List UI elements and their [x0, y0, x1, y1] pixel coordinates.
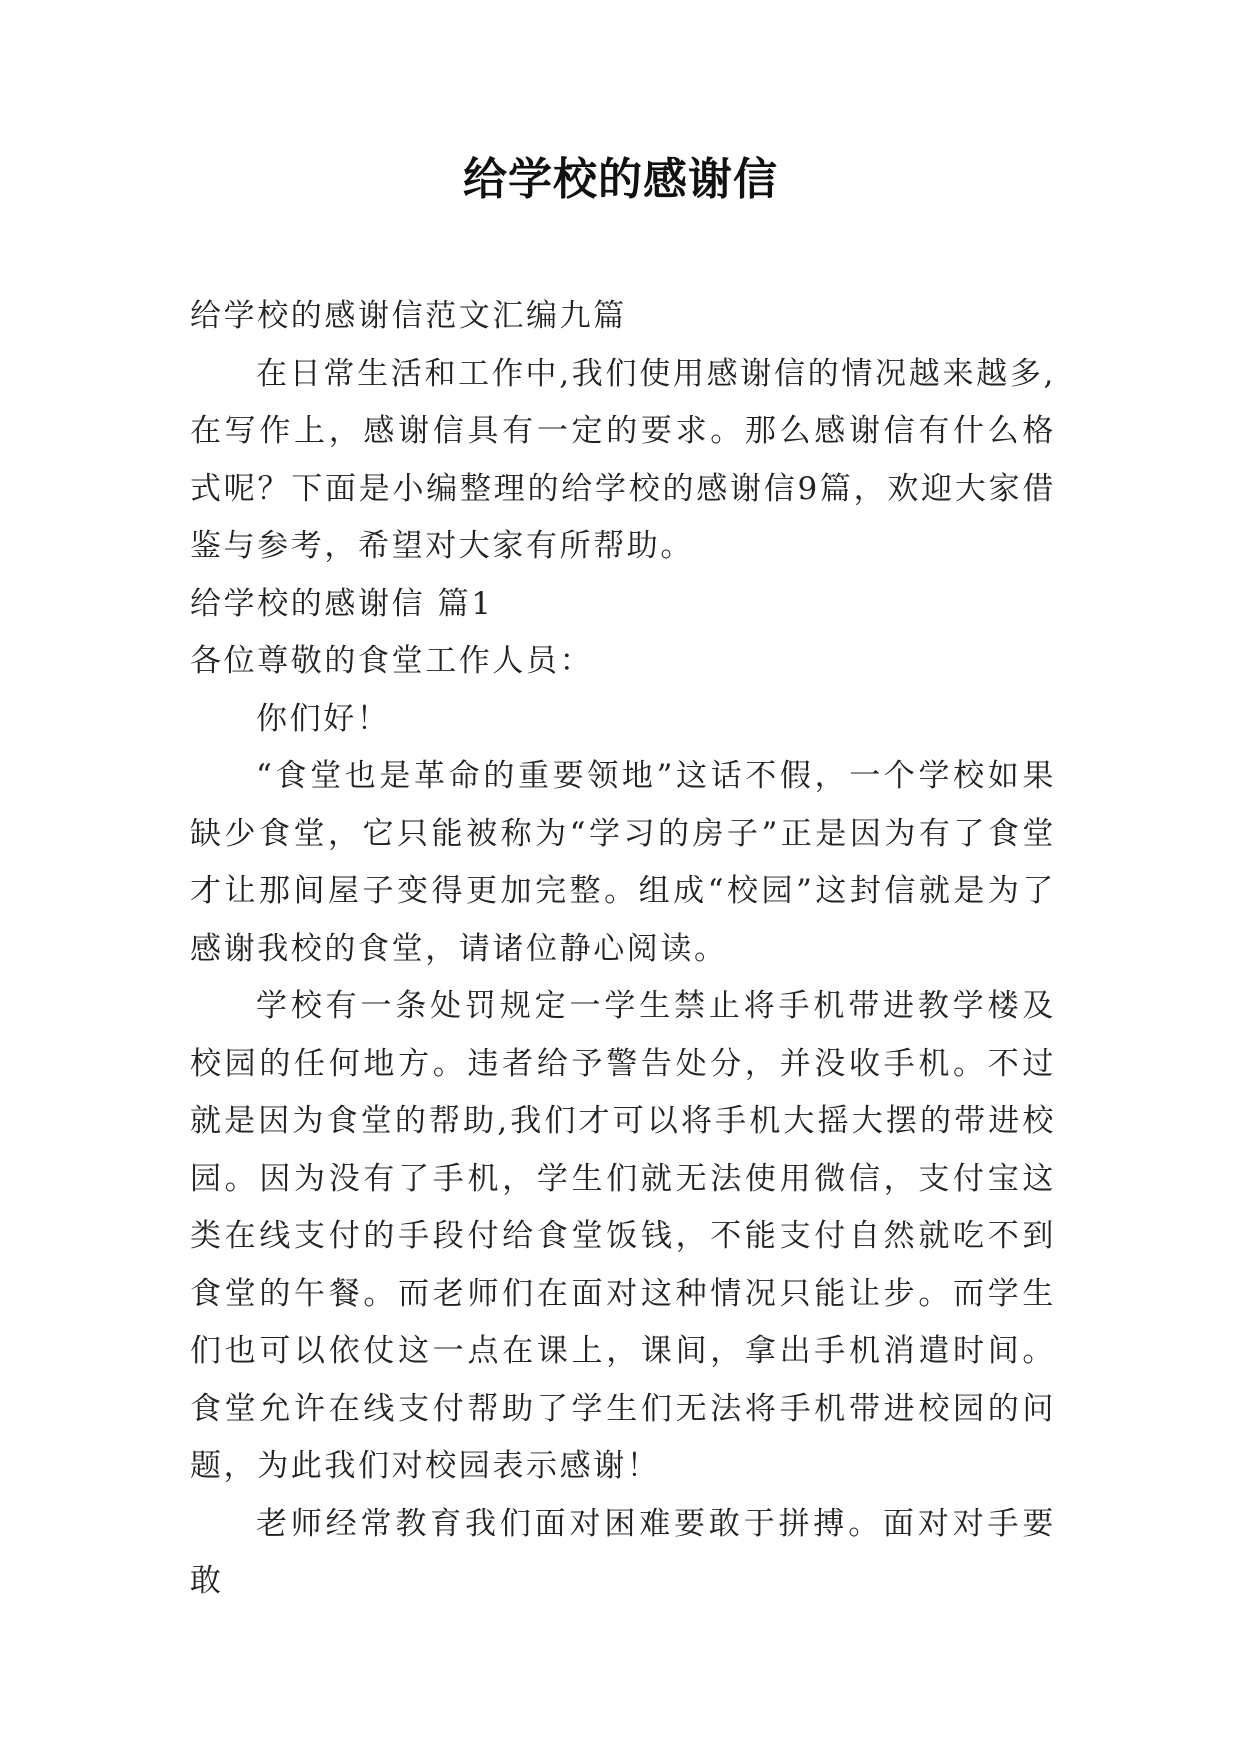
paragraph: 学校有一条处罚规定一学生禁止将手机带进教学楼及校园的任何地方。违者给予警告处分，并没收手机。不过就是因为食堂的帮助,我们才可以将手机大摇大摆的带进校园。因为没有了手机，学生们就无法使用微信，支付宝这类在线支付的手段付给食堂饭钱，不能支付自然就吃不到食堂的午餐。而老师们在面对这种情况只能让步。而学生们也可以依仗这一点在课上，课间，拿出手机消遣时间。食堂允许在线支付帮助了学生们无法将手机带进校园的问题，为此我们对校园表示感谢！ [190, 988, 1056, 1484]
document-body [190, 288, 1056, 1611]
paragraph: 在日常生活和工作中,我们使用感谢信的情况越来越多,在写作上，感谢信具有一定的要求。那么感谢信有什么格式呢？下面是小编整理的给学校的感谢信9篇，欢迎大家借鉴与参考，希望对大家有所帮助。 [190, 355, 1056, 564]
paragraph: 给学校的感谢信范文汇编九篇 [190, 298, 627, 334]
paragraph: “食堂也是革命的重要领地”这话不假，一个学校如果缺少食堂，它只能被称为“学习的房子”正是因为有了食堂才让那间屋子变得更加完整。组成“校园”这封信就是为了感谢我校的食堂，请诸位静心阅读。 [190, 758, 1056, 967]
paragraph: 给学校的感谢信 篇1 [190, 585, 494, 622]
paragraph: 你们好！ [256, 700, 391, 737]
paragraph: 各位尊敬的食堂工作人员： [190, 643, 594, 679]
paragraph: 老师经常教育我们面对困难要敢于拼搏。面对对手要敢 [190, 1505, 1056, 1599]
document-title: 给学校的感谢信 [463, 154, 778, 205]
